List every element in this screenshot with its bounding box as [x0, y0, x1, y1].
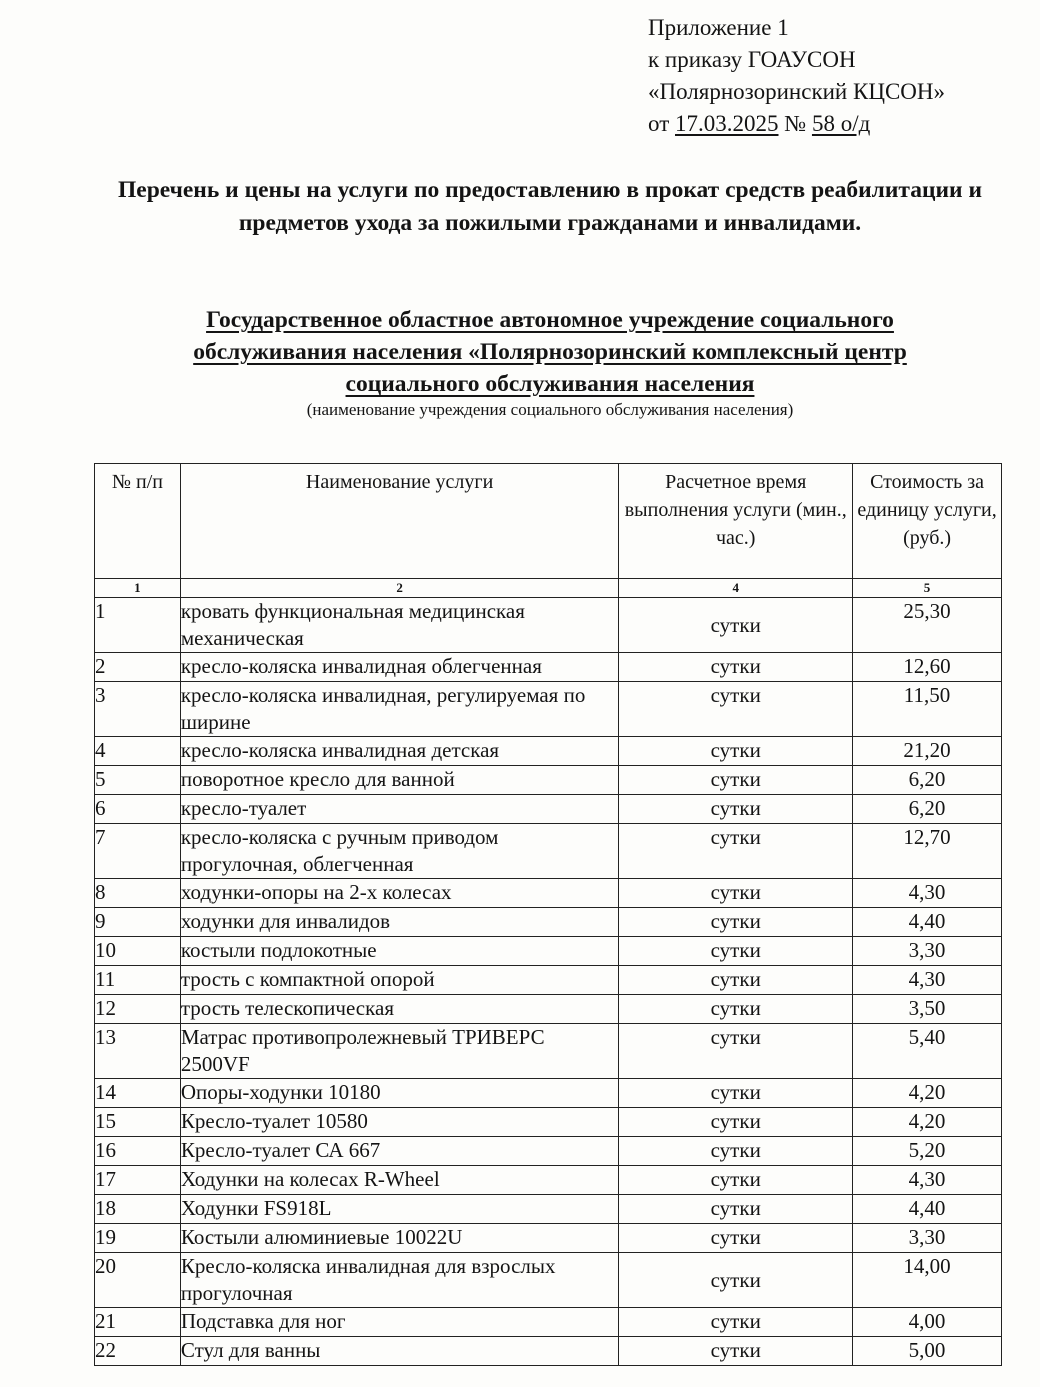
table-row	[95, 653, 1002, 682]
service-name: Кресло-туалет 10580	[180, 1108, 619, 1137]
service-time: сутки	[619, 1308, 853, 1337]
service-cost: 5,40	[853, 1024, 1002, 1079]
service-name: кресло-коляска инвалидная облегченная	[180, 653, 619, 682]
service-cost: 4,20	[853, 1079, 1002, 1108]
service-name: Кресло-туалет СА 667	[180, 1137, 619, 1166]
service-name: Кресло-коляска инвалидная для взрослых прогулочная	[180, 1253, 619, 1308]
table-row	[95, 598, 1002, 653]
service-time: сутки	[619, 1195, 853, 1224]
service-time: сутки	[619, 824, 853, 879]
table-row	[95, 795, 1002, 824]
table-row	[95, 1079, 1002, 1108]
appendix-line-2: к приказу ГОАУСОН	[648, 47, 856, 72]
appendix-block	[648, 12, 945, 140]
service-time: сутки	[619, 795, 853, 824]
appendix-line-1: Приложение 1	[648, 15, 789, 40]
service-cost: 6,20	[853, 795, 1002, 824]
appendix-date-prefix: от	[648, 111, 675, 136]
table-row	[95, 1337, 1002, 1366]
header-cost: Стоимость за единицу услуги, (руб.)	[853, 464, 1002, 579]
service-time: сутки	[619, 937, 853, 966]
row-number: 15	[95, 1108, 181, 1137]
service-time: сутки	[619, 966, 853, 995]
service-cost: 4,30	[853, 966, 1002, 995]
table-row	[95, 1024, 1002, 1079]
service-name: ходунки-опоры на 2-х колесах	[180, 879, 619, 908]
service-time: сутки	[619, 879, 853, 908]
service-time: сутки	[619, 1166, 853, 1195]
appendix-date: 17.03.2025	[675, 111, 779, 136]
service-name: трость с компактной опорой	[180, 966, 619, 995]
service-name: кресло-коляска с ручным приводом прогулочная, облегченная	[180, 824, 619, 879]
table-row	[95, 937, 1002, 966]
header-time: Расчетное время выполнения услуги (мин., час.)	[619, 464, 853, 579]
row-number: 14	[95, 1079, 181, 1108]
service-name: Подставка для ног	[180, 1308, 619, 1337]
row-number: 6	[95, 795, 181, 824]
header-number: № п/п	[95, 464, 181, 579]
service-name: Стул для ванны	[180, 1337, 619, 1366]
row-number: 18	[95, 1195, 181, 1224]
service-cost: 21,20	[853, 737, 1002, 766]
service-name: кресло-коляска инвалидная детская	[180, 737, 619, 766]
row-number: 13	[95, 1024, 181, 1079]
service-name: Матрас противопролежневый ТРИВЕРС 2500VF	[180, 1024, 619, 1079]
table-row	[95, 1137, 1002, 1166]
organization-line-1: Государственное областное автономное учреждение социального	[206, 307, 894, 333]
row-number: 17	[95, 1166, 181, 1195]
table-row	[95, 908, 1002, 937]
table-row	[95, 737, 1002, 766]
table-row	[95, 1253, 1002, 1308]
row-number: 16	[95, 1137, 181, 1166]
service-cost: 12,70	[853, 824, 1002, 879]
service-cost: 3,50	[853, 995, 1002, 1024]
table-row	[95, 824, 1002, 879]
table-column-numbers-row	[95, 579, 1002, 598]
row-number: 8	[95, 879, 181, 908]
service-time: сутки	[619, 598, 853, 653]
column-number-5: 5	[853, 579, 1002, 598]
table-row	[95, 1166, 1002, 1195]
service-name: Костыли алюминиевые 10022U	[180, 1224, 619, 1253]
table-row	[95, 879, 1002, 908]
service-time: сутки	[619, 682, 853, 737]
service-time: сутки	[619, 1079, 853, 1108]
service-time: сутки	[619, 1024, 853, 1079]
service-cost: 5,00	[853, 1337, 1002, 1366]
column-number-1: 1	[95, 579, 181, 598]
organization-line-3: социального обслуживания населения	[345, 371, 755, 397]
table-row	[95, 682, 1002, 737]
service-name: Опоры-ходунки 10180	[180, 1079, 619, 1108]
service-cost: 4,20	[853, 1108, 1002, 1137]
service-name: кресло-туалет	[180, 795, 619, 824]
service-name: Ходунки FS918L	[180, 1195, 619, 1224]
row-number: 19	[95, 1224, 181, 1253]
row-number: 5	[95, 766, 181, 795]
appendix-number-prefix: №	[778, 111, 812, 136]
service-name: кресло-коляска инвалидная, регулируемая по ширине	[180, 682, 619, 737]
table-row	[95, 1224, 1002, 1253]
row-number: 12	[95, 995, 181, 1024]
table-row	[95, 1195, 1002, 1224]
column-number-2: 2	[180, 579, 619, 598]
service-time: сутки	[619, 995, 853, 1024]
price-table	[94, 463, 1002, 1366]
service-cost: 3,30	[853, 1224, 1002, 1253]
table-row	[95, 995, 1002, 1024]
service-cost: 4,30	[853, 879, 1002, 908]
table-header-row	[95, 464, 1002, 579]
row-number: 20	[95, 1253, 181, 1308]
service-name: Ходунки на колесах R-Wheel	[180, 1166, 619, 1195]
service-cost: 5,20	[853, 1137, 1002, 1166]
row-number: 2	[95, 653, 181, 682]
service-name: ходунки для инвалидов	[180, 908, 619, 937]
service-time: сутки	[619, 737, 853, 766]
service-cost: 4,00	[853, 1308, 1002, 1337]
service-time: сутки	[619, 908, 853, 937]
organization-line-2: обслуживания населения «Полярнозоринский комплексный центр	[193, 339, 907, 365]
table-row	[95, 766, 1002, 795]
row-number: 4	[95, 737, 181, 766]
header-service-name: Наименование услуги	[180, 464, 619, 579]
service-name: трость телескопическая	[180, 995, 619, 1024]
row-number: 10	[95, 937, 181, 966]
table-row	[95, 966, 1002, 995]
appendix-line-3: «Полярнозоринский КЦСОН»	[648, 79, 946, 104]
service-time: сутки	[619, 1337, 853, 1366]
service-time: сутки	[619, 766, 853, 795]
service-cost: 4,30	[853, 1166, 1002, 1195]
row-number: 11	[95, 966, 181, 995]
row-number: 1	[95, 598, 181, 653]
service-cost: 25,30	[853, 598, 1002, 653]
service-cost: 14,00	[853, 1253, 1002, 1308]
column-number-4: 4	[619, 579, 853, 598]
service-cost: 4,40	[853, 1195, 1002, 1224]
row-number: 9	[95, 908, 181, 937]
organization-name	[80, 304, 1020, 400]
table-row	[95, 1108, 1002, 1137]
appendix-line-4	[648, 108, 945, 140]
service-time: сутки	[619, 1224, 853, 1253]
service-time: сутки	[619, 1108, 853, 1137]
row-number: 7	[95, 824, 181, 879]
service-time: сутки	[619, 1253, 853, 1308]
row-number: 22	[95, 1337, 181, 1366]
row-number: 21	[95, 1308, 181, 1337]
service-time: сутки	[619, 653, 853, 682]
table-row	[95, 1308, 1002, 1337]
service-cost: 4,40	[853, 908, 1002, 937]
service-name: поворотное кресло для ванной	[180, 766, 619, 795]
service-cost: 3,30	[853, 937, 1002, 966]
service-time: сутки	[619, 1137, 853, 1166]
service-name: костыли подлокотные	[180, 937, 619, 966]
service-name: кровать функциональная медицинская механическая	[180, 598, 619, 653]
service-cost: 11,50	[853, 682, 1002, 737]
service-cost: 6,20	[853, 766, 1002, 795]
service-cost: 12,60	[853, 653, 1002, 682]
table-body	[95, 598, 1002, 1366]
row-number: 3	[95, 682, 181, 737]
document-title: Перечень и цены на услуги по предоставлению в прокат средств реабилитации и предметов ухода за пожилыми гражданами и инвалидами.	[118, 177, 982, 236]
appendix-number: 58 о/д	[811, 111, 871, 136]
organization-caption: (наименование учреждения социального обслуживания населения)	[306, 400, 794, 419]
